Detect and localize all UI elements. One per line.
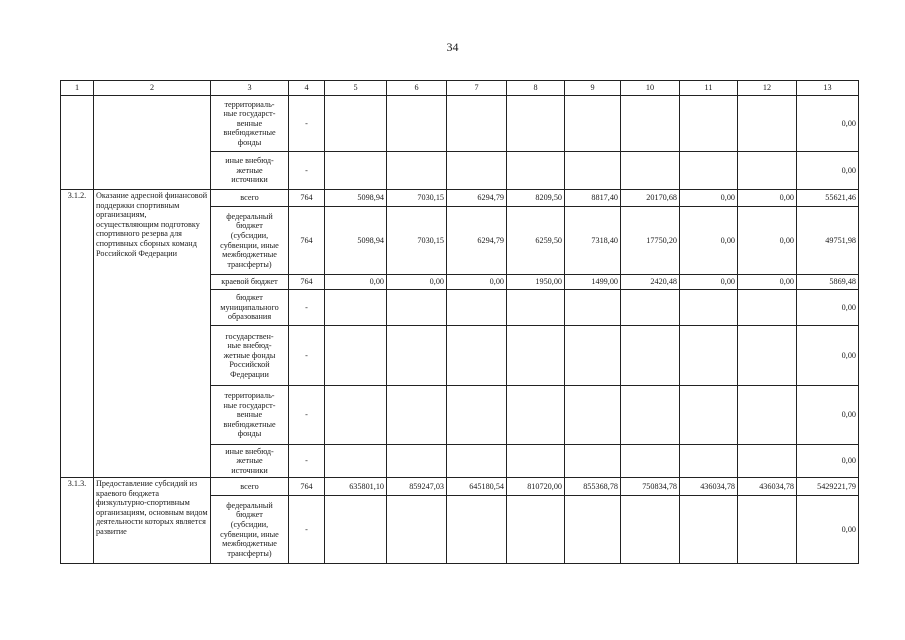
year-value: 17750,20 bbox=[621, 207, 680, 275]
agency-code: - bbox=[289, 290, 325, 326]
funding-source: иные внебюд- жетные источники bbox=[211, 445, 289, 478]
year-value: 7030,15 bbox=[387, 190, 447, 207]
column-header: 10 bbox=[621, 81, 680, 96]
year-value bbox=[565, 326, 621, 386]
agency-code: 764 bbox=[289, 207, 325, 275]
year-value: 20170,68 bbox=[621, 190, 680, 207]
funding-source: государствен- ные внебюд- жетные фонды Российской Федерации bbox=[211, 326, 289, 386]
year-value bbox=[507, 152, 565, 190]
table-header-row bbox=[61, 81, 859, 96]
year-value bbox=[447, 152, 507, 190]
year-value bbox=[325, 386, 387, 445]
year-value bbox=[621, 290, 680, 326]
year-value bbox=[325, 496, 387, 564]
year-value: 6294,79 bbox=[447, 190, 507, 207]
year-value: 810720,00 bbox=[507, 478, 565, 496]
year-value bbox=[738, 496, 797, 564]
row-total: 0,00 bbox=[797, 96, 859, 152]
year-value bbox=[738, 386, 797, 445]
year-value bbox=[565, 386, 621, 445]
column-header: 13 bbox=[797, 81, 859, 96]
year-value: 0,00 bbox=[738, 207, 797, 275]
year-value: 0,00 bbox=[680, 207, 738, 275]
year-value: 8209,50 bbox=[507, 190, 565, 207]
year-value bbox=[565, 496, 621, 564]
year-value bbox=[325, 290, 387, 326]
year-value bbox=[387, 152, 447, 190]
year-value: 5098,94 bbox=[325, 207, 387, 275]
year-value: 0,00 bbox=[680, 275, 738, 290]
agency-code: 764 bbox=[289, 478, 325, 496]
year-value: 1499,00 bbox=[565, 275, 621, 290]
year-value: 0,00 bbox=[738, 190, 797, 207]
agency-code: - bbox=[289, 152, 325, 190]
year-value bbox=[325, 152, 387, 190]
row-title: Предоставление субсидий из краевого бюджета физкультурно-спортивным организациям, основным видом деятельности которых является развитие bbox=[94, 478, 211, 564]
page-number: 34 bbox=[446, 40, 459, 54]
year-value bbox=[621, 326, 680, 386]
funding-source: бюджет муниципального образования bbox=[211, 290, 289, 326]
year-value: 750834,78 bbox=[621, 478, 680, 496]
row-total: 5869,48 bbox=[797, 275, 859, 290]
row-total: 0,00 bbox=[797, 445, 859, 478]
year-value bbox=[621, 386, 680, 445]
year-value: 635801,10 bbox=[325, 478, 387, 496]
column-header: 12 bbox=[738, 81, 797, 96]
column-header: 3 bbox=[211, 81, 289, 96]
year-value bbox=[565, 96, 621, 152]
year-value bbox=[680, 326, 738, 386]
year-value bbox=[387, 496, 447, 564]
year-value bbox=[738, 445, 797, 478]
year-value: 0,00 bbox=[738, 275, 797, 290]
row-title bbox=[94, 96, 211, 190]
agency-code: - bbox=[289, 386, 325, 445]
row-title: Оказание адресной финансовой поддержки спортивным организациям, осуществляющим подготовку спортивного резерва для спортивных сборных команд Российской Федерации bbox=[94, 190, 211, 478]
year-value: 8817,40 bbox=[565, 190, 621, 207]
year-value bbox=[447, 326, 507, 386]
year-value: 1950,00 bbox=[507, 275, 565, 290]
year-value: 6259,50 bbox=[507, 207, 565, 275]
year-value bbox=[680, 290, 738, 326]
year-value bbox=[507, 326, 565, 386]
year-value bbox=[565, 152, 621, 190]
table-row bbox=[61, 96, 859, 152]
year-value: 0,00 bbox=[680, 190, 738, 207]
year-value: 2420,48 bbox=[621, 275, 680, 290]
year-value bbox=[387, 386, 447, 445]
year-value bbox=[565, 445, 621, 478]
funding-source: федеральный бюджет (субсидии, субвенции, иные межбюджетные трансферты) bbox=[211, 496, 289, 564]
year-value bbox=[387, 290, 447, 326]
year-value bbox=[387, 96, 447, 152]
agency-code: - bbox=[289, 445, 325, 478]
year-value bbox=[621, 496, 680, 564]
row-code: 3.1.3. bbox=[61, 478, 94, 564]
funding-source: краевой бюджет bbox=[211, 275, 289, 290]
year-value bbox=[325, 326, 387, 386]
column-header: 5 bbox=[325, 81, 387, 96]
column-header: 4 bbox=[289, 81, 325, 96]
year-value: 645180,54 bbox=[447, 478, 507, 496]
column-header: 9 bbox=[565, 81, 621, 96]
year-value: 855368,78 bbox=[565, 478, 621, 496]
funding-source: всего bbox=[211, 478, 289, 496]
funding-source: иные внебюд- жетные источники bbox=[211, 152, 289, 190]
year-value bbox=[447, 445, 507, 478]
year-value: 6294,79 bbox=[447, 207, 507, 275]
year-value bbox=[680, 386, 738, 445]
column-header: 7 bbox=[447, 81, 507, 96]
year-value bbox=[680, 96, 738, 152]
column-header: 1 bbox=[61, 81, 94, 96]
row-total: 0,00 bbox=[797, 326, 859, 386]
agency-code: - bbox=[289, 96, 325, 152]
year-value bbox=[738, 152, 797, 190]
agency-code: - bbox=[289, 496, 325, 564]
row-total: 0,00 bbox=[797, 290, 859, 326]
year-value bbox=[621, 96, 680, 152]
table-row bbox=[61, 190, 859, 207]
funding-source: территориаль- ные государст- венные внебюджетные фонды bbox=[211, 96, 289, 152]
year-value bbox=[507, 290, 565, 326]
year-value bbox=[447, 496, 507, 564]
year-value bbox=[507, 496, 565, 564]
column-header: 8 bbox=[507, 81, 565, 96]
funding-source: всего bbox=[211, 190, 289, 207]
year-value bbox=[680, 496, 738, 564]
year-value bbox=[507, 386, 565, 445]
year-value: 0,00 bbox=[447, 275, 507, 290]
year-value bbox=[738, 326, 797, 386]
year-value: 5098,94 bbox=[325, 190, 387, 207]
row-code bbox=[61, 96, 94, 190]
year-value: 436034,78 bbox=[738, 478, 797, 496]
year-value: 0,00 bbox=[387, 275, 447, 290]
year-value bbox=[507, 96, 565, 152]
row-total: 49751,98 bbox=[797, 207, 859, 275]
year-value bbox=[447, 290, 507, 326]
year-value bbox=[565, 290, 621, 326]
year-value bbox=[680, 152, 738, 190]
year-value bbox=[325, 96, 387, 152]
year-value: 859247,03 bbox=[387, 478, 447, 496]
agency-code: 764 bbox=[289, 275, 325, 290]
year-value bbox=[447, 96, 507, 152]
row-total: 0,00 bbox=[797, 496, 859, 564]
table-row bbox=[61, 478, 859, 496]
year-value: 7030,15 bbox=[387, 207, 447, 275]
year-value bbox=[325, 445, 387, 478]
year-value: 436034,78 bbox=[680, 478, 738, 496]
year-value bbox=[680, 445, 738, 478]
agency-code: 764 bbox=[289, 190, 325, 207]
year-value bbox=[447, 386, 507, 445]
funding-source: территориаль- ные государст- венные внебюджетные фонды bbox=[211, 386, 289, 445]
row-total: 0,00 bbox=[797, 386, 859, 445]
column-header: 6 bbox=[387, 81, 447, 96]
agency-code: - bbox=[289, 326, 325, 386]
year-value bbox=[387, 326, 447, 386]
row-code: 3.1.2. bbox=[61, 190, 94, 478]
year-value bbox=[387, 445, 447, 478]
year-value: 0,00 bbox=[325, 275, 387, 290]
budget-table bbox=[60, 80, 859, 564]
funding-source: федеральный бюджет (субсидии, субвенции, иные межбюджетные трансферты) bbox=[211, 207, 289, 275]
year-value bbox=[507, 445, 565, 478]
row-total: 55621,46 bbox=[797, 190, 859, 207]
row-total: 0,00 bbox=[797, 152, 859, 190]
column-header: 2 bbox=[94, 81, 211, 96]
year-value bbox=[738, 96, 797, 152]
column-header: 11 bbox=[680, 81, 738, 96]
year-value bbox=[738, 290, 797, 326]
year-value bbox=[621, 152, 680, 190]
year-value bbox=[621, 445, 680, 478]
year-value: 7318,40 bbox=[565, 207, 621, 275]
row-total: 5429221,79 bbox=[797, 478, 859, 496]
